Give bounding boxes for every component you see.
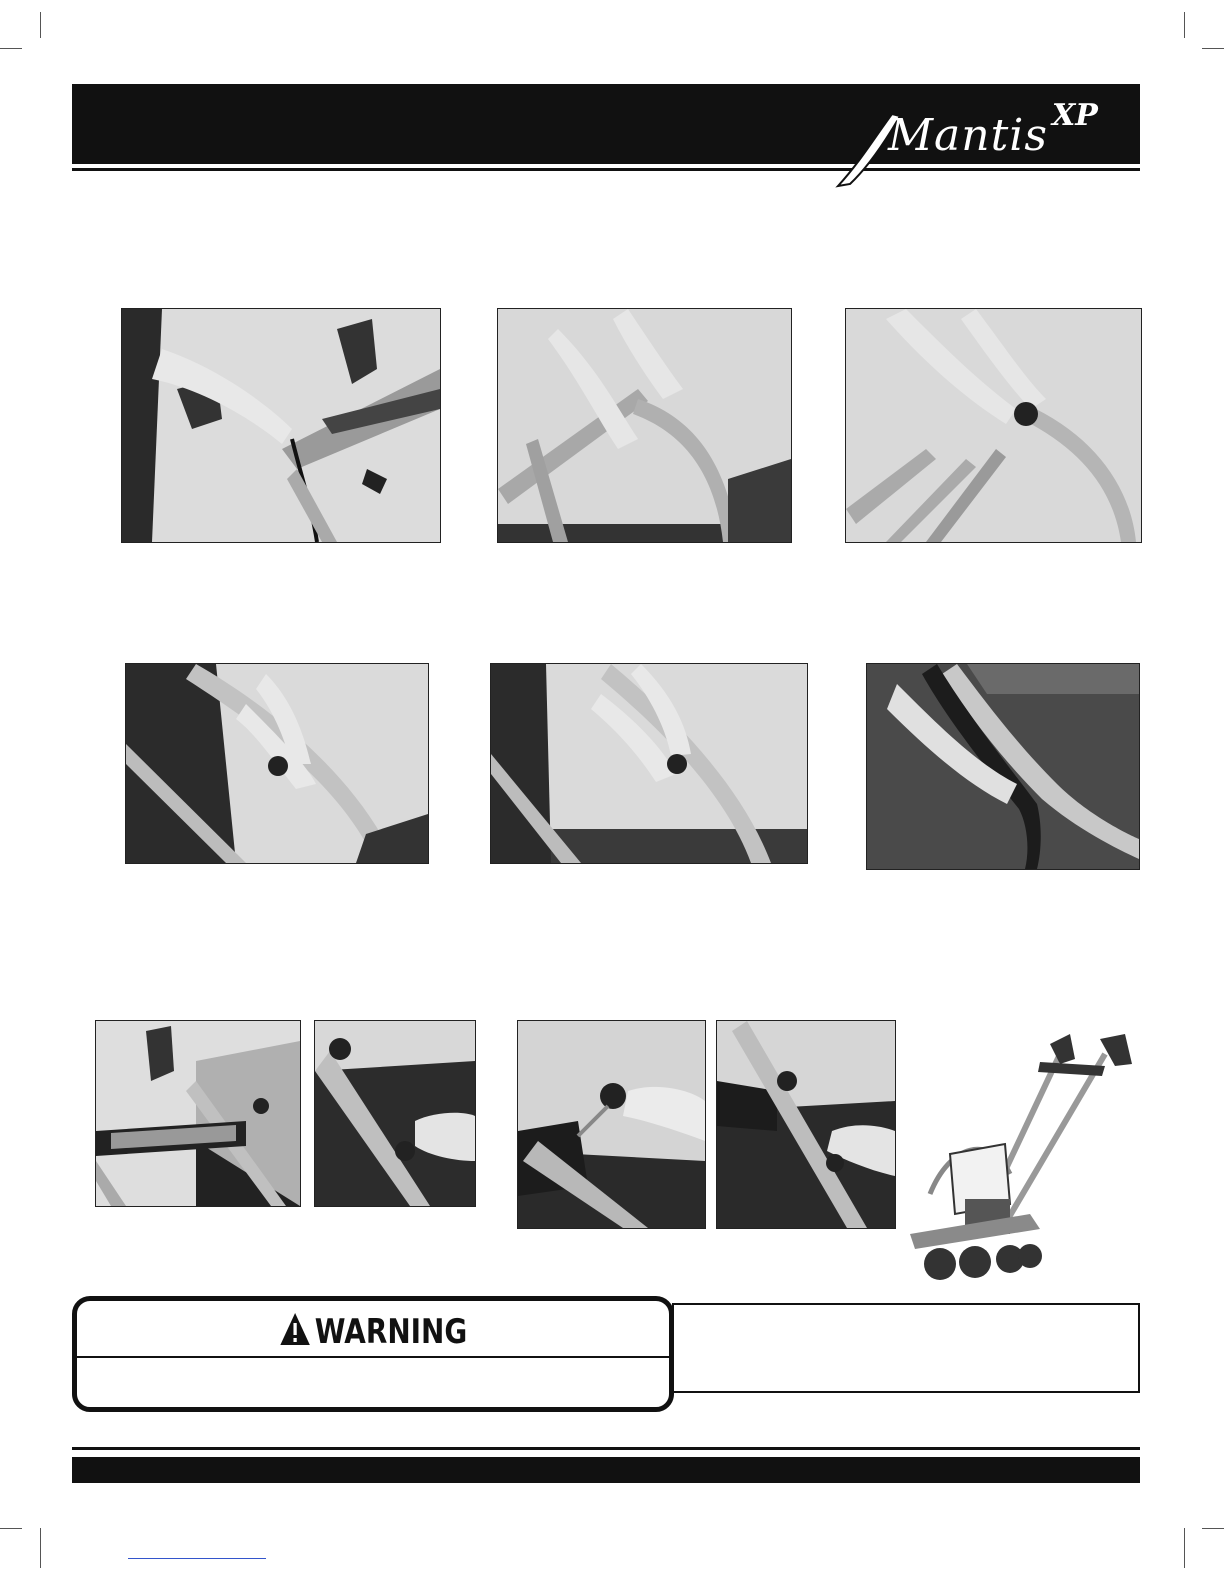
photo-assembled-tiller [910, 1024, 1140, 1292]
mantis-logo [830, 92, 1130, 192]
photo-knob-attach [125, 663, 429, 864]
photo-bolt-insert [517, 1020, 706, 1229]
handle-tube-insert-photo [498, 309, 791, 542]
cable-clip-photo [867, 664, 1139, 869]
photo-crossbar-bolt [95, 1020, 301, 1207]
footer-bar [72, 1457, 1140, 1483]
bolt-insert-photo [518, 1021, 705, 1228]
warning-divider [77, 1356, 669, 1358]
crossbar-bolt-photo [96, 1021, 300, 1206]
crop-mark [1202, 1528, 1224, 1529]
note-box [672, 1303, 1140, 1393]
crop-mark [0, 48, 22, 49]
warning-title: WARNING [314, 1312, 468, 1352]
crop-mark [40, 1528, 41, 1568]
crop-mark [40, 12, 41, 38]
photo-handle-tube-insert [497, 308, 792, 543]
assembled-tiller-photo [910, 1024, 1140, 1292]
photo-knob-fasten [716, 1020, 896, 1229]
crop-mark [1202, 48, 1224, 49]
bottom-link-underline [128, 1558, 266, 1559]
warning-triangle-icon [279, 1311, 312, 1347]
photo-knob-secure [490, 663, 808, 864]
knob-fasten-photo [717, 1021, 895, 1228]
crop-mark [1184, 1528, 1185, 1568]
photo-knob-tighten [845, 308, 1142, 543]
crop-mark [1184, 12, 1185, 38]
warning-heading [130, 1311, 615, 1352]
crossbar-knob-photo [315, 1021, 475, 1206]
knob-tighten-photo [846, 309, 1141, 542]
photo-handlebar-cable [121, 308, 441, 543]
photo-cable-clip [866, 663, 1140, 870]
photo-crossbar-knob [314, 1020, 476, 1207]
handlebar-cable-photo [122, 309, 440, 542]
knob-secure-photo [491, 664, 807, 863]
crop-mark [0, 1528, 22, 1529]
warning-box [72, 1296, 674, 1412]
knob-attach-photo [126, 664, 428, 863]
logo-wordmark: Mantis [888, 110, 1048, 161]
footer-rule [72, 1447, 1140, 1450]
logo-xp: XP [1052, 98, 1098, 133]
